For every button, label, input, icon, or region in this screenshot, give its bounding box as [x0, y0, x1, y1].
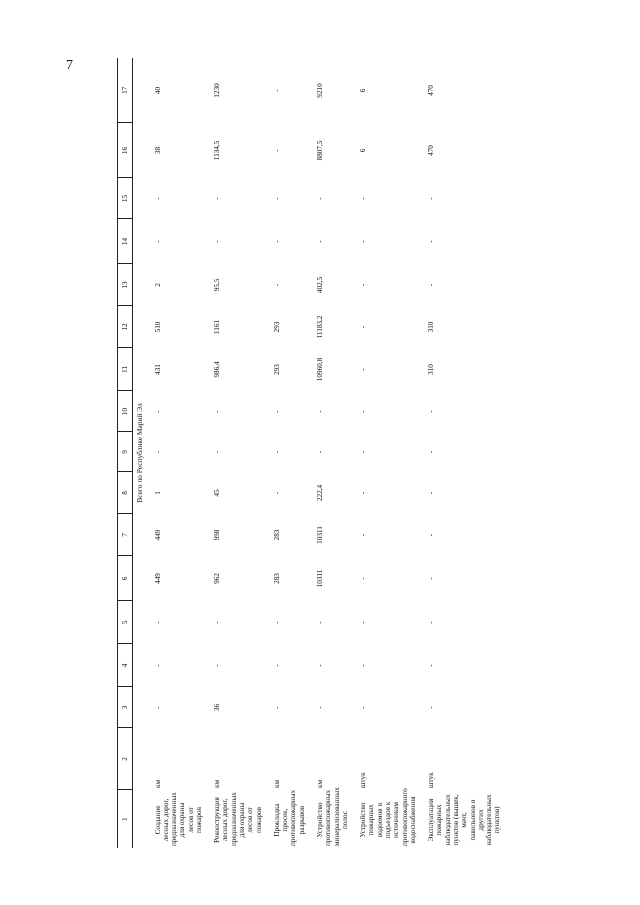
value-cell: -: [272, 89, 281, 92]
value-cell: -: [153, 240, 162, 243]
row-unit-cell: км: [272, 779, 281, 788]
value-cell: 10311: [316, 526, 325, 544]
table-row: [267, 58, 310, 848]
row-unit-cell: км: [213, 779, 222, 788]
value-cell: -: [359, 577, 368, 580]
column-header: 9: [118, 432, 133, 472]
value-cell: 402,5: [316, 276, 325, 294]
value-cell: 283: [272, 573, 281, 584]
value-cell: -: [359, 621, 368, 624]
row-name-cell: Устройство пожарных водоемов и подъездов к источникам противопожарного водоснабжения: [359, 788, 417, 846]
value-cell: 1230: [213, 83, 222, 98]
column-header: 2: [118, 728, 133, 790]
value-cell: -: [213, 197, 222, 200]
row-name-cell: Реконструкция лесных дорог, предназначенных для охраны лесов от пожаров: [213, 792, 263, 846]
value-cell: -: [213, 664, 222, 667]
value-cell: 1: [153, 491, 162, 495]
value-cell: -: [316, 410, 325, 413]
row-unit-cell: штук: [427, 772, 436, 788]
value-cell: 38: [153, 146, 162, 155]
value-cell: -: [153, 664, 162, 667]
value-cell: 10311: [316, 569, 325, 588]
column-header: 16: [118, 123, 133, 178]
forest-fire-measures-table: [117, 58, 527, 848]
value-cell: -: [272, 706, 281, 709]
value-cell: -: [153, 410, 162, 413]
column-header: 14: [118, 219, 133, 264]
value-cell: -: [427, 283, 436, 287]
value-cell: -: [316, 450, 325, 454]
column-header: 11: [118, 348, 133, 391]
table-row: [353, 58, 421, 848]
value-cell: -: [316, 664, 325, 667]
value-cell: 9210: [316, 83, 325, 98]
column-number-row: [118, 58, 133, 848]
value-cell: 1161: [213, 319, 222, 335]
value-cell: -: [427, 664, 436, 667]
value-cell: -: [213, 240, 222, 243]
value-cell: -: [272, 491, 281, 495]
value-cell: -: [359, 450, 368, 454]
value-cell: -: [427, 491, 436, 495]
value-cell: 431: [153, 364, 162, 375]
value-cell: -: [359, 325, 368, 329]
row-name-cell: Устройство противопожарных минерализованных полос: [316, 787, 349, 846]
value-cell: -: [359, 368, 368, 371]
value-cell: 8807,5: [316, 140, 325, 161]
value-cell: 449: [153, 529, 162, 541]
value-cell: -: [359, 197, 368, 200]
column-header: 5: [118, 601, 133, 644]
page-number: 7: [66, 58, 73, 73]
value-cell: -: [427, 450, 436, 454]
value-cell: -: [359, 410, 368, 413]
value-cell: 470: [427, 85, 436, 96]
row-unit-cell: км: [153, 779, 162, 788]
table-row: [207, 58, 267, 848]
value-cell: -: [359, 240, 368, 243]
value-cell: -: [272, 410, 281, 413]
column-header: 12: [118, 306, 133, 348]
value-cell: 40: [153, 86, 162, 95]
value-cell: -: [427, 533, 436, 537]
value-cell: 36: [213, 703, 222, 712]
column-header: 13: [118, 264, 133, 306]
value-cell: 449: [153, 573, 162, 584]
row-unit-cell: км: [316, 779, 325, 788]
value-cell: -: [316, 621, 325, 624]
value-cell: -: [213, 621, 222, 624]
row-name-cell: Прокладка просек, противопожарных разрывов: [272, 789, 306, 846]
row-name-cell: Создание лесных дорог, предназначенных для охраны лесов от пожаров: [153, 792, 203, 846]
table-row: [310, 58, 353, 848]
value-cell: -: [153, 450, 162, 454]
row-unit-cell: штук: [359, 772, 368, 788]
value-cell: -: [427, 197, 436, 200]
value-cell: -: [316, 197, 325, 200]
value-cell: 6: [359, 88, 368, 93]
column-header: 6: [118, 556, 133, 601]
value-cell: -: [272, 621, 281, 624]
column-header: 7: [118, 514, 133, 556]
value-cell: 310: [427, 321, 436, 333]
value-cell: 95,5: [213, 278, 222, 292]
value-cell: -: [359, 491, 368, 495]
value-cell: -: [427, 240, 436, 243]
value-cell: -: [272, 283, 281, 287]
value-cell: -: [153, 621, 162, 624]
value-cell: -: [272, 197, 281, 200]
value-cell: -: [359, 706, 368, 709]
value-cell: 283: [272, 529, 281, 541]
value-cell: -: [316, 240, 325, 243]
value-cell: -: [427, 621, 436, 624]
value-cell: -: [272, 664, 281, 667]
value-cell: 998: [213, 529, 222, 541]
table-row: [148, 58, 208, 848]
value-cell: -: [153, 706, 162, 709]
value-cell: -: [359, 283, 368, 287]
column-header: 15: [118, 178, 133, 219]
column-header: 1: [118, 790, 133, 848]
value-cell: 1134,5: [213, 140, 222, 161]
column-header: 8: [118, 472, 133, 514]
value-cell: 45: [213, 489, 222, 497]
region-title-row: [133, 58, 148, 848]
value-cell: 6: [359, 148, 368, 153]
column-header: 4: [118, 644, 133, 687]
value-cell: 510: [153, 321, 162, 333]
value-cell: 470: [427, 145, 436, 156]
column-header: 17: [118, 58, 133, 123]
column-header: 10: [118, 391, 133, 432]
value-cell: 962: [213, 573, 222, 584]
value-cell: 222,4: [316, 484, 325, 502]
value-cell: -: [272, 149, 281, 152]
value-cell: -: [316, 706, 325, 709]
value-cell: 11183,2: [316, 315, 325, 339]
value-cell: 293: [272, 321, 281, 333]
value-cell: 293: [272, 364, 281, 375]
value-cell: -: [359, 664, 368, 667]
value-cell: 310: [427, 364, 436, 375]
value-cell: -: [359, 533, 368, 537]
value-cell: -: [213, 450, 222, 454]
value-cell: 2: [153, 283, 162, 287]
value-cell: -: [427, 410, 436, 413]
value-cell: -: [272, 450, 281, 454]
value-cell: -: [427, 577, 436, 580]
column-header: 3: [118, 687, 133, 728]
value-cell: -: [272, 240, 281, 243]
value-cell: 10960,8: [316, 357, 325, 382]
region-title: Всего по Республике Марий Эл: [135, 403, 144, 503]
value-cell: 986,4: [213, 361, 222, 378]
value-cell: -: [153, 197, 162, 200]
value-cell: -: [427, 706, 436, 709]
row-name-cell: Эксплуатация пожарных наблюдательных пунктов (вышек, мачт, павильонов и других наблюдательных пунктов): [427, 794, 502, 846]
table-row: [421, 58, 506, 848]
value-cell: -: [213, 410, 222, 413]
